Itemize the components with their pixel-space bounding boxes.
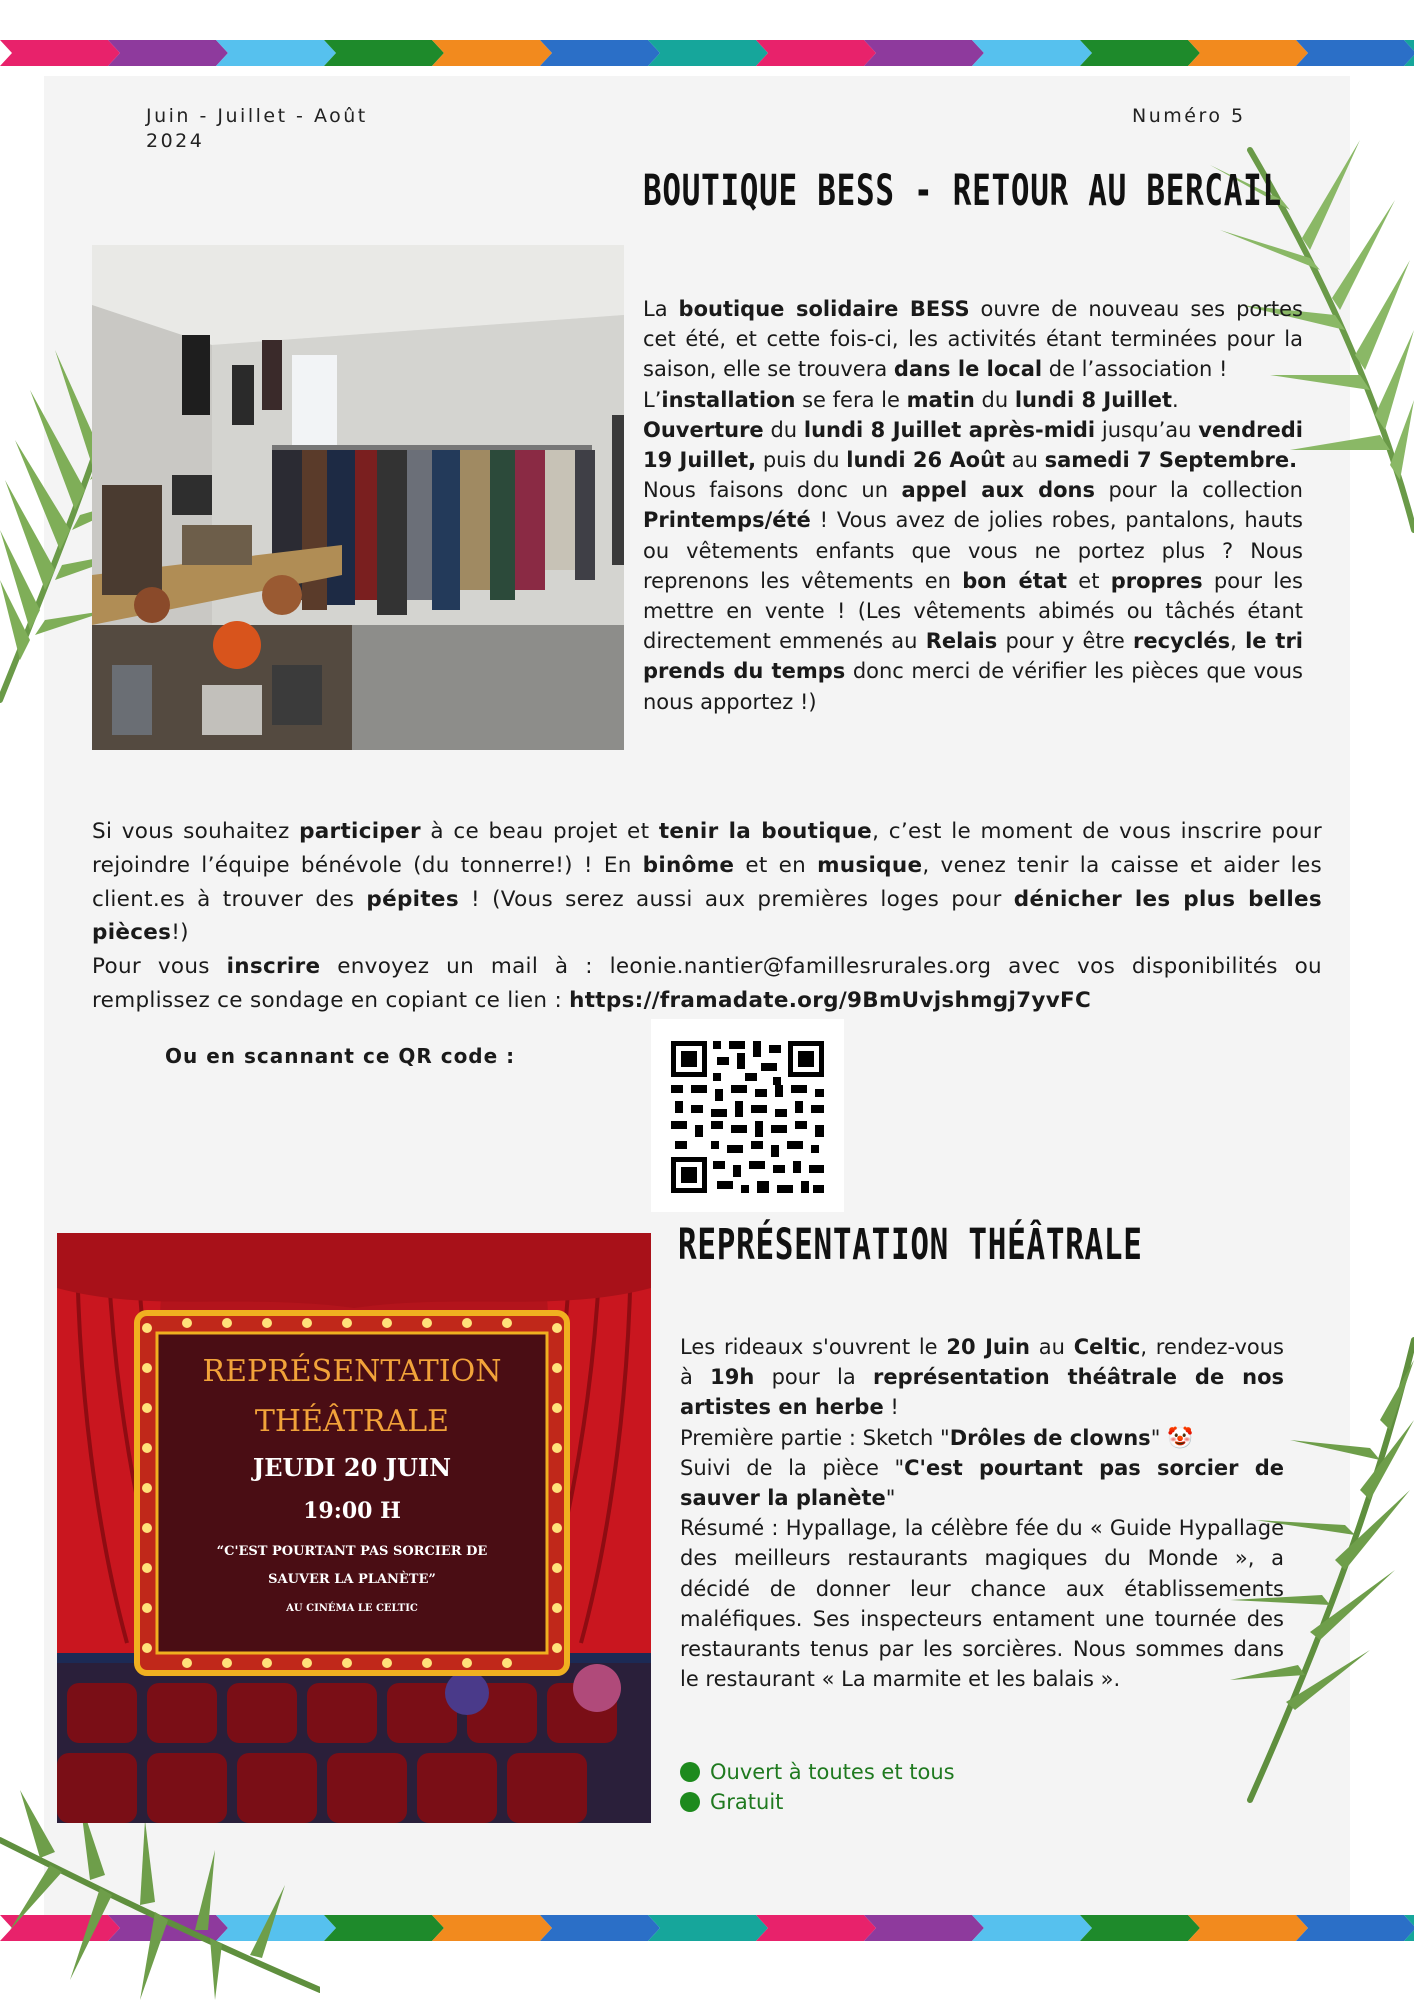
poster-play-line1: “C'EST POURTANT PAS SORCIER DE	[216, 1544, 488, 1559]
stripe-segment	[432, 40, 552, 66]
top-color-stripe	[0, 40, 1414, 66]
signup-paragraph: Pour vous inscrire envoyez un mail à : leonie.nantier@famillesrurales.org avec vos disponibilités ou remplissez ce sondage en copiant ce lien : https://framadate.org/9BmUvjshmgj7yvFC	[92, 954, 1322, 1013]
issue-period: Juin - Juillet - Août 2024	[146, 105, 368, 152]
poster-line2: THÉÂTRALE	[254, 1404, 450, 1439]
stripe-segment	[108, 40, 228, 66]
theatre-summary: Résumé : Hypallage, la célèbre fée du « Guide Hypallage des meilleurs restaurants magiques du Monde », a décidé de donner leur chance aux établissements maléfiques. Ses inspecteurs entament une tournée des restaurants tenus par les sorcières. Nous sommes dans le restaurant « La marmite et les balais ».	[680, 1516, 1284, 1692]
poster-play-line2: SAUVER LA PLANÈTE”	[268, 1572, 436, 1587]
qr-label: Ou en scannant ce QR code :	[165, 1044, 516, 1068]
bullet-free: Gratuit	[680, 1787, 783, 1817]
stripe-segment	[432, 1915, 552, 1941]
stripe-segment	[1188, 1915, 1308, 1941]
bullet-dot-icon	[680, 1792, 700, 1812]
boutique-intro-paragraph: La boutique solidaire BESS ouvre de nouveau ses portes cet été, et cette fois-ci, les activités étant terminées pour la saison, elle se trouvera dans le local de l’association !	[643, 297, 1303, 382]
theatre-first-part: Première partie : Sketch "Drôles de clowns" 🤡	[680, 1425, 1194, 1450]
boutique-install-paragraph: L’installation se fera le matin du lundi 8 Juillet.	[643, 387, 1179, 412]
boutique-body	[643, 294, 1303, 717]
volunteer-paragraph: Si vous souhaitez participer à ce beau projet et tenir la boutique, c’est le moment de vous inscrire pour rejoindre l’équipe bénévole (du tonnerre!) ! En binôme et en musique, venez tenir la caisse et aider les client.es à trouver des pépites ! (Vous serez aussi aux premières loges pour dénicher les plus belles pièces!)	[92, 819, 1322, 946]
theatre-intro-paragraph: Les rideaux s'ouvrent le 20 Juin au Celtic, rendez-vous à 19h pour la représentation théâtrale de nos artistes en herbe !	[680, 1335, 1285, 1420]
section-title-theatre: REPRÉSENTATION THÉÂTRALE	[678, 1220, 1143, 1270]
boutique-opening-paragraph: Ouverture du lundi 8 Juillet après-midi jusqu’au vendredi 19 Juillet, puis du lundi 26 Août au samedi 7 Septembre.	[643, 417, 1303, 473]
stripe-segment	[864, 40, 984, 66]
stripe-segment	[756, 1915, 876, 1941]
stripe-segment	[540, 1915, 660, 1941]
stripe-segment	[216, 40, 336, 66]
stripe-segment	[1080, 40, 1200, 66]
volunteer-body	[92, 815, 1322, 1018]
stripe-segment	[972, 1915, 1092, 1941]
stripe-segment	[648, 1915, 768, 1941]
stripe-segment	[1296, 40, 1414, 66]
stripe-segment	[972, 40, 1092, 66]
boutique-photo	[92, 245, 624, 750]
stripe-segment	[324, 1915, 444, 1941]
stripe-segment	[540, 40, 660, 66]
stripe-segment	[756, 40, 876, 66]
bullet-open-to-all: Ouvert à toutes et tous	[680, 1757, 955, 1787]
stripe-segment	[1080, 1915, 1200, 1941]
section-title-boutique: BOUTIQUE BESS - RETOUR AU BERCAIL	[643, 166, 1282, 216]
qr-code-icon[interactable]	[651, 1019, 844, 1212]
theatre-play-paragraph: Suivi de la pièce "C'est pourtant pas sorcier de sauver la planète"	[680, 1455, 1284, 1511]
stripe-segment	[648, 40, 768, 66]
poster-date: JEUDI 20 JUIN	[252, 1453, 452, 1482]
theatre-body	[680, 1332, 1284, 1694]
issue-number: Numéro 5	[1132, 105, 1246, 127]
stripe-segment	[0, 40, 120, 66]
framadate-link[interactable]: https://framadate.org/9BmUvjshmgj7yvFC	[569, 987, 1092, 1013]
stripe-segment	[1188, 40, 1308, 66]
boutique-donations-paragraph: Nous faisons donc un appel aux dons pour la collection Printemps/été ! Vous avez de jolies robes, pantalons, hauts ou vêtements enfants que vous ne portez plus ? Nous reprenons les vêtements en bon état et propres pour les mettre en vente ! (Les vêtements abimés ou tâchés étant directement emmenés au Relais pour y être recyclés, le tri prends du temps donc merci de vérifier les pièces que vous nous apportez !)	[643, 478, 1303, 714]
stripe-segment	[324, 40, 444, 66]
poster-time: 19:00 H	[303, 1498, 401, 1524]
poster-line1: REPRÉSENTATION	[202, 1354, 502, 1389]
stripe-segment	[864, 1915, 984, 1941]
stripe-segment	[1296, 1915, 1414, 1941]
theatre-poster	[57, 1233, 651, 1823]
poster-venue: AU CINÉMA LE CELTIC	[286, 1603, 418, 1614]
bullet-dot-icon	[680, 1762, 700, 1782]
